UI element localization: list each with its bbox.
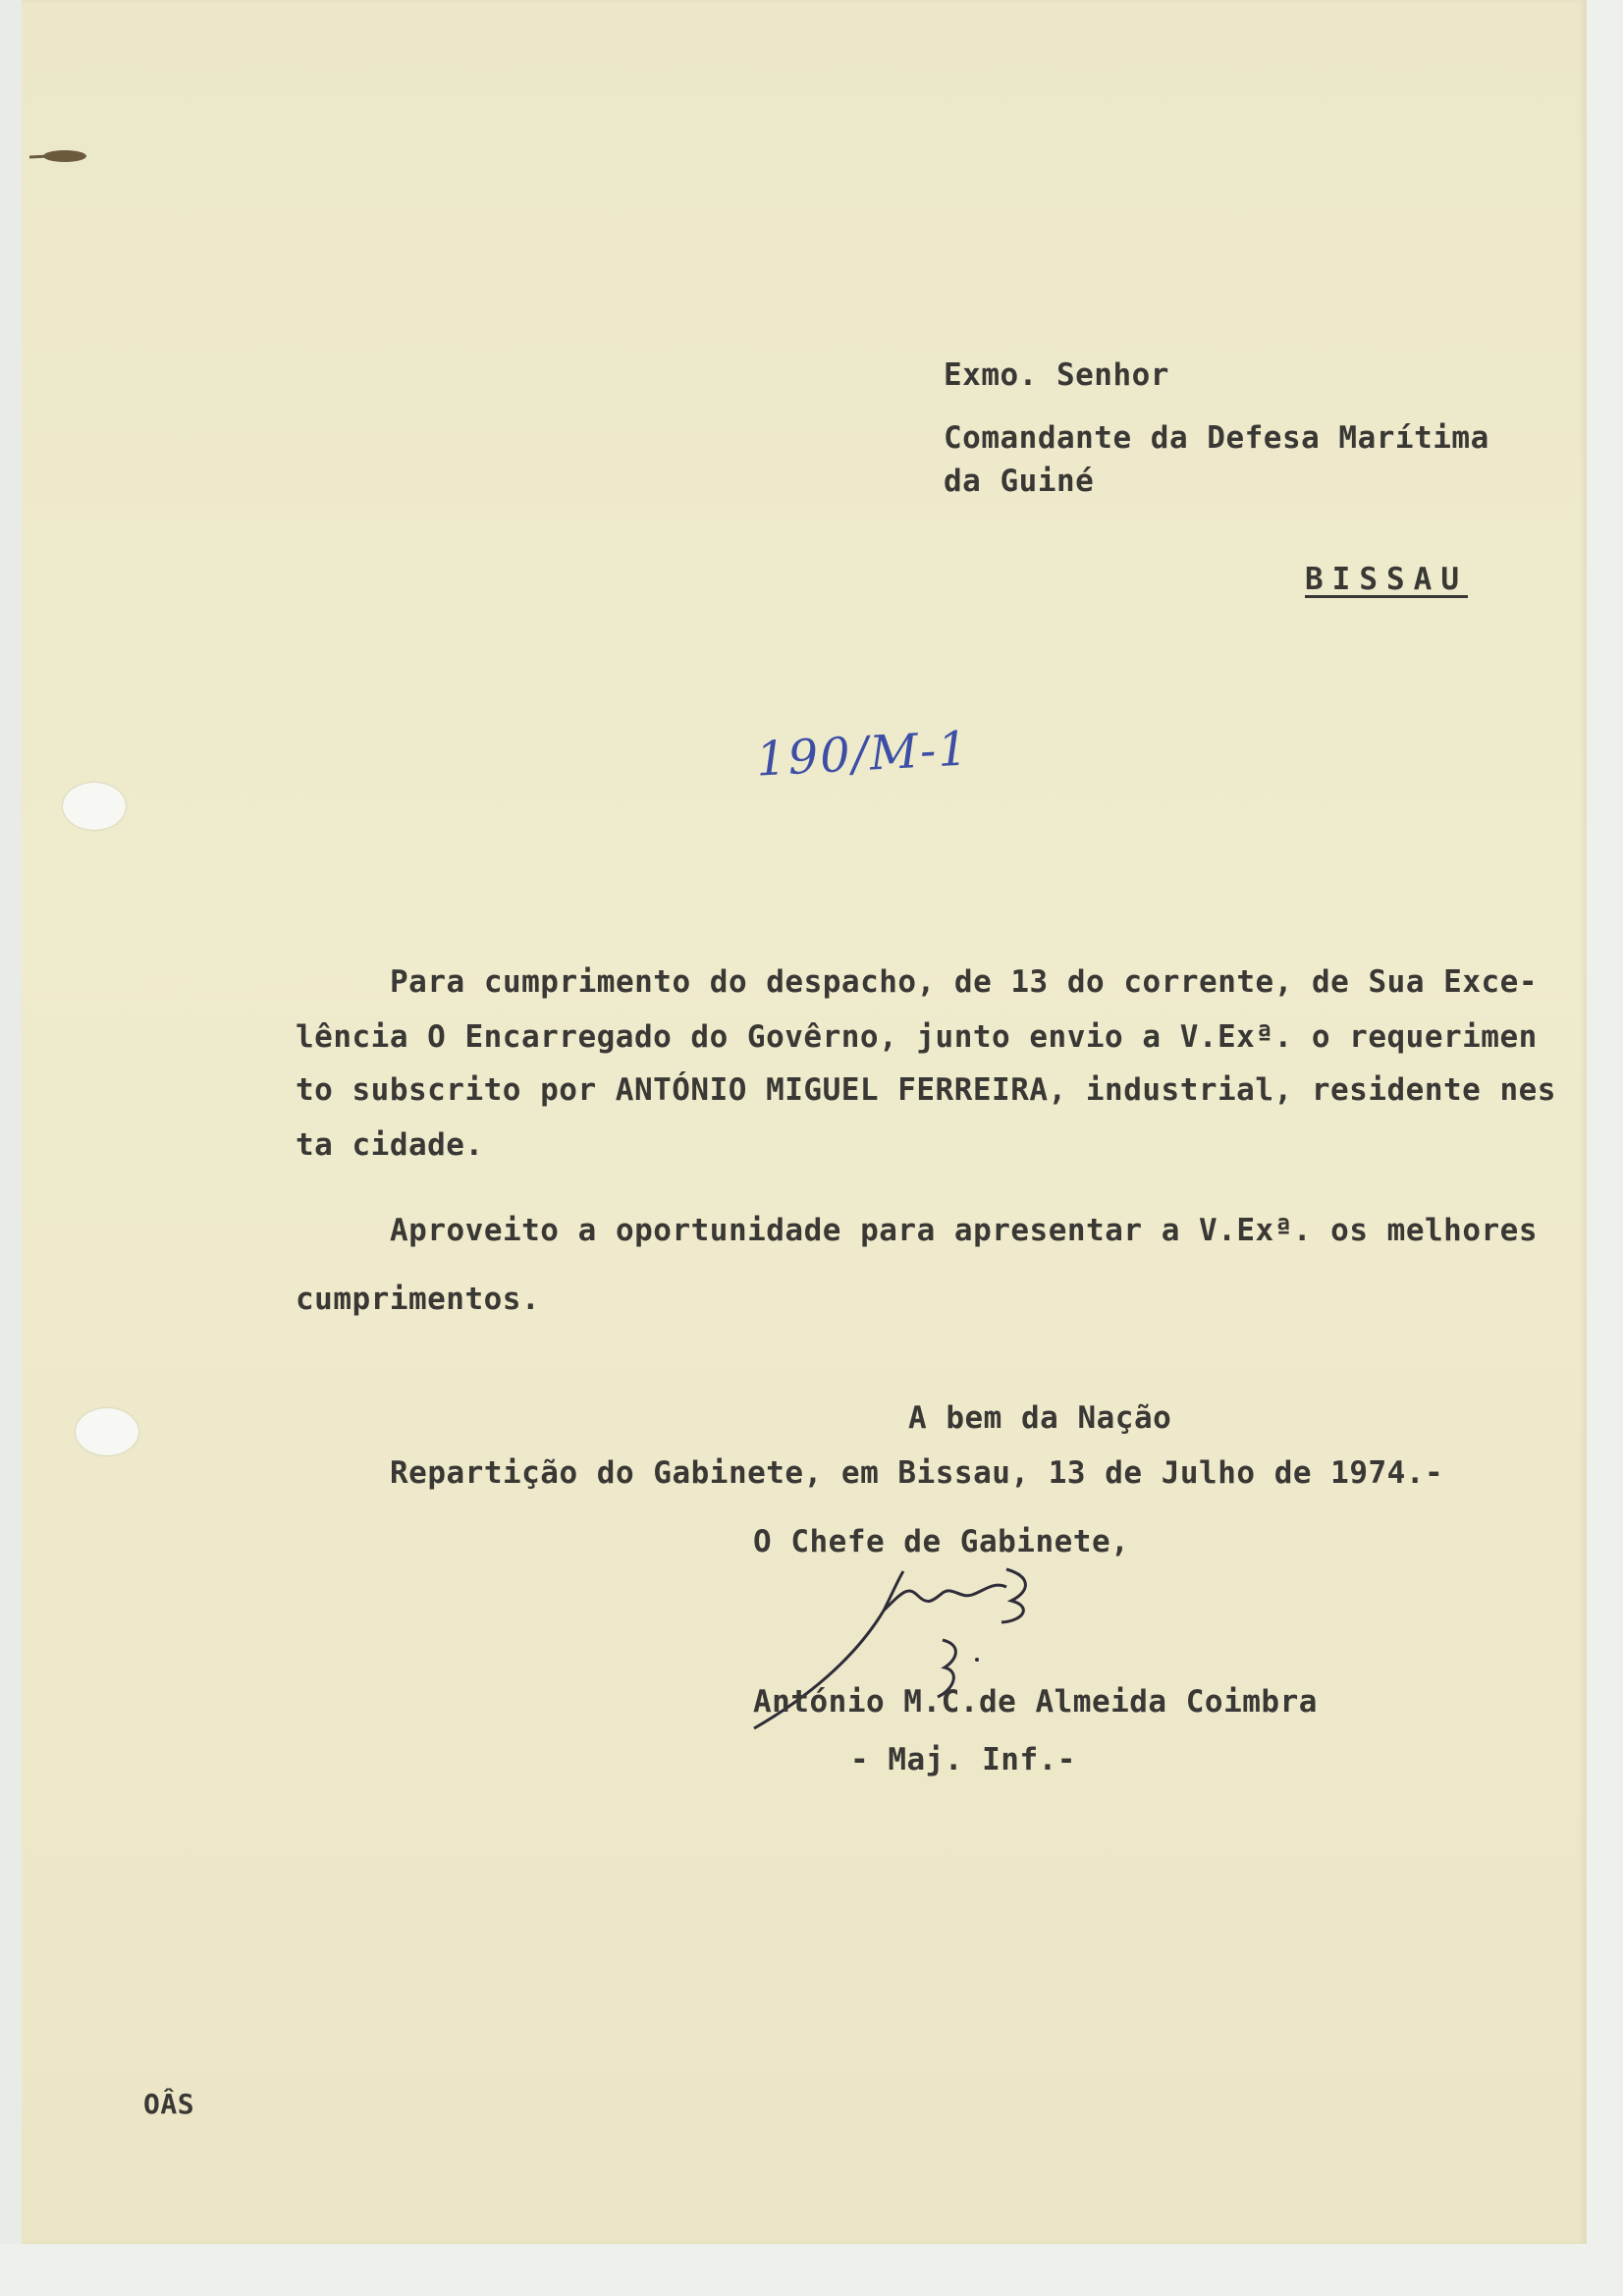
body-paragraph2-line2: cumprimentos. xyxy=(296,1282,541,1317)
addressee-title-line1: Comandante da Defesa Marítima xyxy=(944,420,1489,456)
punch-hole-top xyxy=(63,783,126,830)
footer-typist-code: OÂS xyxy=(143,2088,195,2120)
body-paragraph1-line4: ta cidade. xyxy=(296,1127,484,1163)
body-paragraph1-line3: to subscrito por ANTÓNIO MIGUEL FERREIRA, industrial, residente nes xyxy=(296,1072,1556,1108)
body-paragraph2-line1: Aproveito a oportunidade para apresentar a V.Exª. os melhores xyxy=(390,1213,1538,1248)
body-paragraph1-line2: lência O Encarregado do Govêrno, junto envio a V.Exª. o requerimen xyxy=(296,1019,1538,1055)
closing-motto: A bem da Nação xyxy=(908,1400,1172,1436)
place-and-date: Repartição do Gabinete, em Bissau, 13 de Julho de 1974.- xyxy=(390,1455,1444,1491)
addressee-city: BISSAU xyxy=(1305,562,1468,597)
addressee-salutation: Exmo. Senhor xyxy=(944,357,1169,393)
handwritten-reference-number: 190/M-1 xyxy=(754,721,972,788)
signatory-role: O Chefe de Gabinete, xyxy=(753,1524,1130,1559)
signatory-name: António M.C.de Almeida Coimbra xyxy=(753,1684,1318,1720)
body-paragraph1-line1: Para cumprimento do despacho, de 13 do corrente, de Sua Exce- xyxy=(390,964,1538,1000)
letter-page xyxy=(22,0,1587,2244)
ink-blot-mark xyxy=(29,147,90,165)
scan-border-bottom xyxy=(0,2244,1623,2296)
signatory-rank: - Maj. Inf.- xyxy=(850,1742,1076,1777)
scan-border-right xyxy=(1587,0,1623,2296)
punch-hole-bottom xyxy=(76,1408,138,1455)
addressee-title-line2: da Guiné xyxy=(944,464,1095,499)
